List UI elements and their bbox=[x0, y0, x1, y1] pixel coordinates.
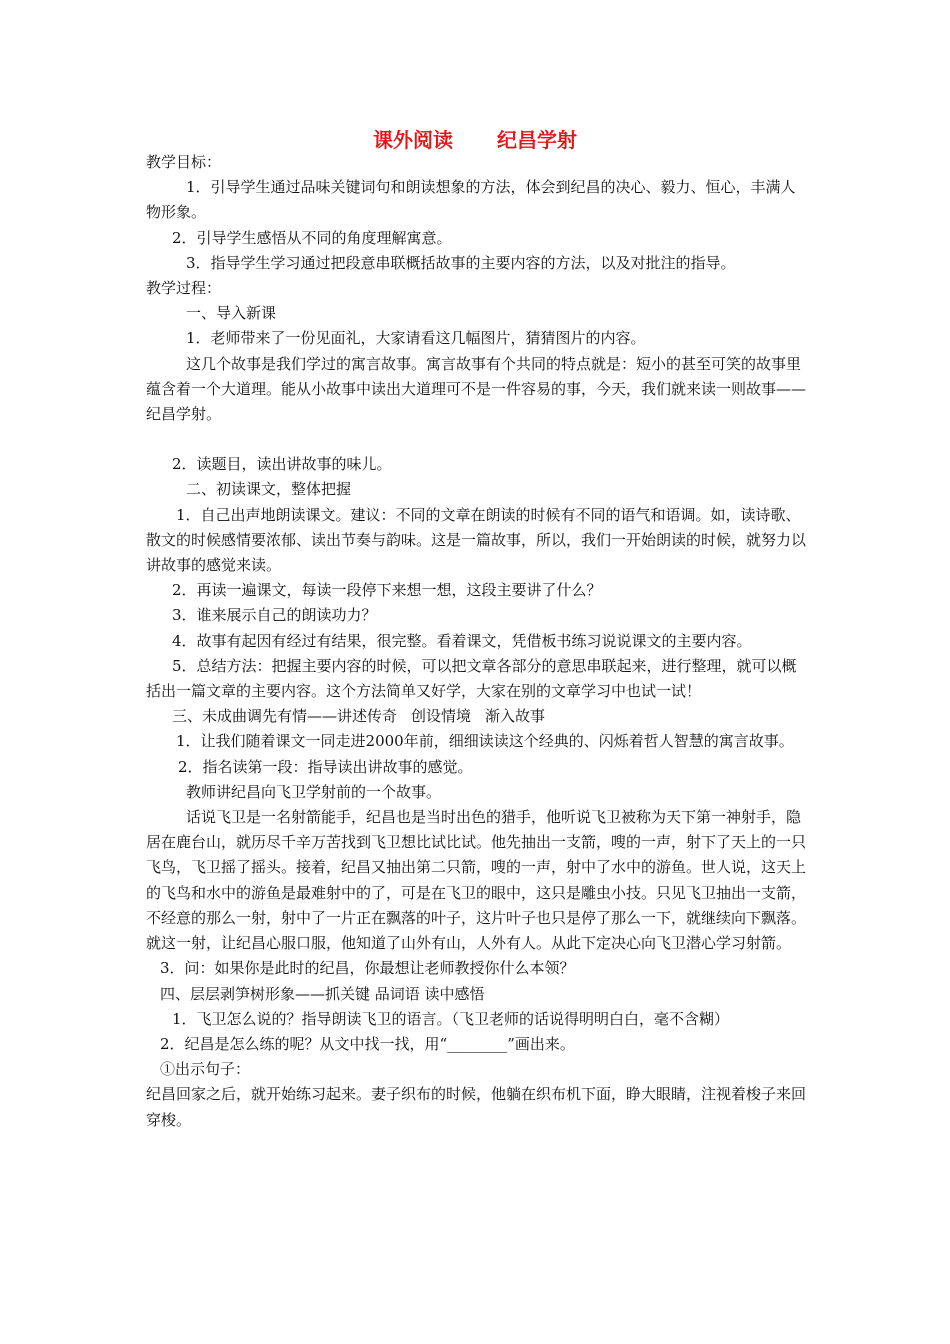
section-3-heading-c: 渐入故事 bbox=[485, 707, 546, 726]
document-body bbox=[146, 150, 806, 1133]
section-3-teacher-note: 教师讲纪昌向飞卫学射前的一个故事。 bbox=[186, 782, 442, 801]
section-2-heading: 二、初读课文，整体把握 bbox=[186, 480, 352, 499]
section-3-item-2: 2．指名读第一段：指导读出讲故事的感觉。 bbox=[178, 757, 473, 776]
section-2-item-3: 3．谁来展示自己的朗读功力？ bbox=[172, 606, 377, 625]
section-3-story: 话说飞卫是一名射箭能手，纪昌也是当时出色的猎手，他听说飞卫被称为天下第一神射手，隐居在鹿台山，就历尽千辛万苦找到飞卫想比试比试。他先抽出一支箭，嗖的一声，射下了天上的一只飞鸟，飞卫摇了摇头。接着，纪昌又抽出第二只箭，嗖的一声，射中了水中的游鱼。世人说，这天上的飞鸟和水中的游鱼是最难射中的了，可是在飞卫的眼中，这只是雕虫小技。只见飞卫抽出一支箭，不经意的那么一射，射中了一片正在飘落的叶子，这片叶子也只是停了那么一下，就继续向下飘落。就这一射，让纪昌心服口服，他知道了山外有山，人外有人。从此下定决心向飞卫潜心学习射箭。 bbox=[146, 808, 807, 953]
section-3-heading-a: 三、未成曲调先有情——讲述传奇 bbox=[172, 707, 398, 726]
section-1-paragraph: 这几个故事是我们学过的寓言故事。寓言故事有个共同的特点就是：短小的甚至可笑的故事里蕴含着一个大道理。能从小故事中读出大道理可不是一件容易的事，今天，我们就来读一则故事——纪昌学射。 bbox=[146, 354, 807, 424]
section-3-item-3: 3．问：如果你是此时的纪昌，你最想让老师教授你什么本领？ bbox=[160, 959, 575, 978]
objective-2: 2．引导学生感悟从不同的角度理解寓意。 bbox=[172, 228, 452, 247]
section-1-heading: 一、导入新课 bbox=[186, 304, 277, 323]
title-right: 纪昌学射 bbox=[497, 128, 577, 152]
objective-3: 3．指导学生学习通过把段意串联概括故事的主要内容的方法，以及对批注的指导。 bbox=[186, 253, 736, 272]
section-2-item-1: 1．自己出声地朗读课文。建议：不同的文章在朗读的时候有不同的语气和语调。如，读诗歌、散文的时候感情要浓郁、读出节奏与韵味。这是一篇故事，所以，我们一开始朗读的时候，就努力以讲故事的感觉来读。 bbox=[146, 505, 807, 575]
section-4-show-sentence: ①出示句子： bbox=[160, 1060, 251, 1079]
section-4-heading: 四、层层剥笋树形象——抓关键 品词语 读中感悟 bbox=[160, 984, 485, 1003]
objective-1: 1．引导学生通过品味关键词句和朗读想象的方法，体会到纪昌的决心、毅力、恒心，丰满人物形象。 bbox=[146, 178, 796, 222]
section-2-item-2: 2．再读一遍课文，每读一段停下来想一想，这段主要讲了什么？ bbox=[172, 581, 602, 600]
title-left: 课外阅读 bbox=[373, 128, 453, 152]
page-title bbox=[0, 124, 950, 153]
section-4-item-2: 2．纪昌是怎么练的呢？从文中找一找，用“________”画出来。 bbox=[160, 1034, 575, 1053]
section-1-item-2: 2．读题目，读出讲故事的味儿。 bbox=[172, 455, 392, 474]
objectives-heading: 教学目标： bbox=[146, 153, 222, 171]
section-1-item-1: 1．老师带来了一份见面礼，大家请看这几幅图片，猜猜图片的内容。 bbox=[186, 329, 646, 348]
section-2-item-4: 4．故事有起因有经过有结果，很完整。看着课文，凭借板书练习说说课文的主要内容。 bbox=[172, 631, 752, 650]
section-3-heading-b: 创设情境 bbox=[411, 707, 472, 726]
section-4-item-1: 1．飞卫怎么说的？指导朗读飞卫的语言。（飞卫老师的话说得明明白白，毫不含糊） bbox=[172, 1009, 730, 1028]
section-4-quote: 纪昌回家之后，就开始练习起来。妻子织布的时候，他躺在织布机下面，睁大眼睛，注视着梭子来回穿梭。 bbox=[146, 1085, 807, 1129]
section-3-heading bbox=[146, 704, 806, 729]
process-heading: 教学过程： bbox=[146, 279, 222, 298]
section-3-item-1: 1．让我们随着课文一同走进2000年前，细细读读这个经典的、闪烁着哲人智慧的寓言故事。 bbox=[176, 732, 794, 751]
section-2-item-5: 5．总结方法：把握主要内容的时候，可以把文章各部分的意思串联起来，进行整理，就可以概括出一篇文章的主要内容。这个方法简单又好学，大家在别的文章学习中也试一试！ bbox=[146, 656, 797, 701]
